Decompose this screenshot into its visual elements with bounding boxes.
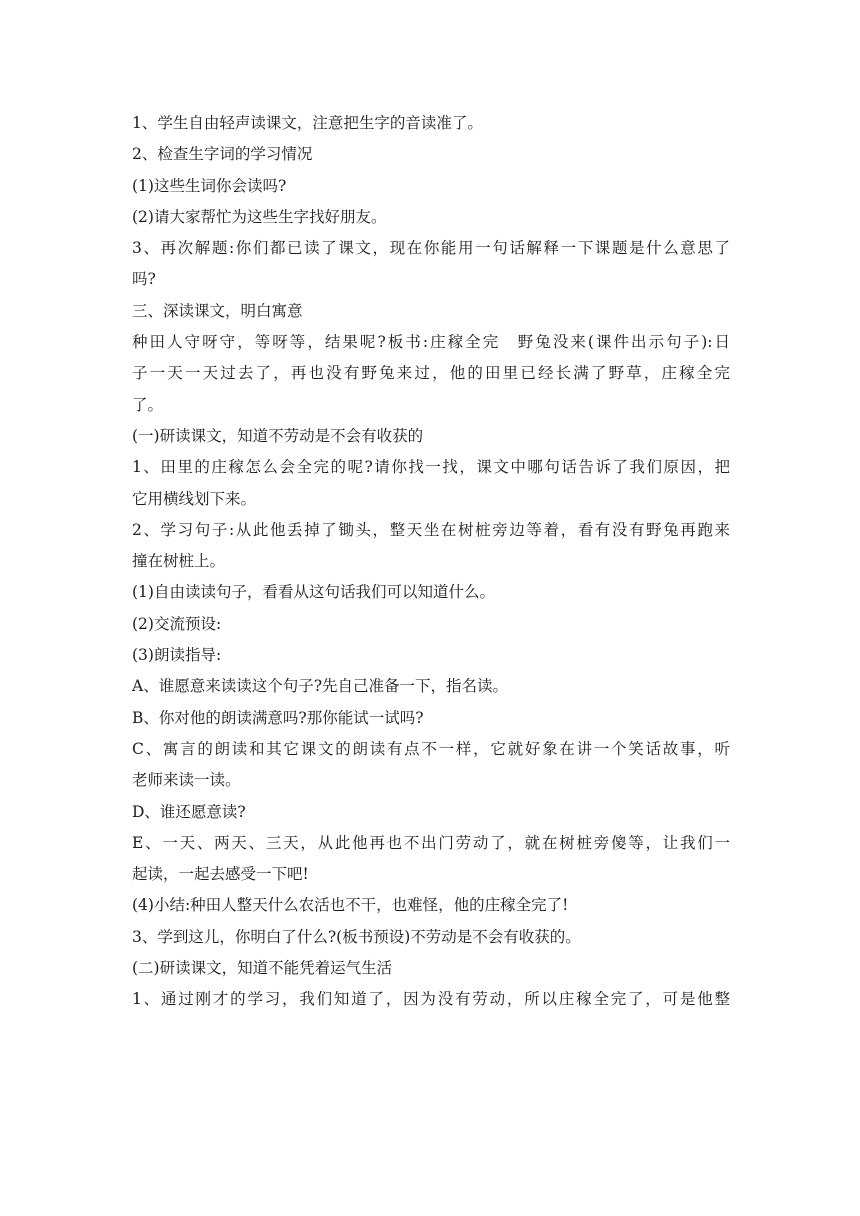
text-line: 3、再次解题:你们都已读了课文，现在你能用一句话解释一下课题是什么意思了 xyxy=(132,239,730,258)
text-line: 三、深读课文，明白寓意 xyxy=(132,301,303,320)
text-line: 子一天一天过去了，再也没有野兔来过，他的田里已经长满了野草，庄稼全完 xyxy=(132,364,730,383)
text-line: 1、学生自由轻声读课文，注意把生字的音读准了。 xyxy=(132,114,483,132)
text-line: 撞在树桩上。 xyxy=(132,552,226,571)
text-line: (二)研读课文，知道不能凭着运气生活 xyxy=(132,959,393,978)
text-line: E、一天、两天、三天，从此他再也不出门劳动了，就在树桩旁傻等，让我们一 xyxy=(132,833,730,852)
text-line: B、你对他的朗读满意吗?那你能试一试吗? xyxy=(132,708,424,727)
text-line: 它用横线划下来。 xyxy=(132,489,257,508)
text-line: 了。 xyxy=(132,395,164,414)
text-line: C、寓言的朗读和其它课文的朗读有点不一样，它就好象在讲一个笑话故事，听 xyxy=(132,739,730,758)
text-line: 3、学到这儿，你明白了什么?(板书预设)不劳动是不会有收获的。 xyxy=(132,927,581,946)
text-line: (3)朗读指导: xyxy=(132,646,222,665)
text-line: 种田人守呀守，等呀等，结果呢?板书:庄稼全完 野兔没来(课件出示句子):日 xyxy=(132,333,730,352)
text-line: 1、田里的庄稼怎么会全完的呢?请你找一找，课文中哪句话告诉了我们原因，把 xyxy=(132,458,730,477)
text-line: 吗? xyxy=(132,270,156,289)
text-line: (1)这些生词你会读吗? xyxy=(132,176,287,195)
text-line: A、谁愿意来读读这个句子?先自己准备一下，指名读。 xyxy=(132,677,509,696)
text-line: (1)自由读读句子，看看从这句话我们可以知道什么。 xyxy=(132,583,495,602)
text-line: 1、通过刚才的学习，我们知道了，因为没有劳动，所以庄稼全完了，可是他整 xyxy=(132,990,730,1009)
text-line: (2)请大家帮忙为这些生字找好朋友。 xyxy=(132,207,387,226)
text-line: 2、检查生字词的学习情况 xyxy=(132,145,313,164)
text-line: D、谁还愿意读? xyxy=(132,802,246,821)
text-line: (一)研读课文，知道不劳动是不会有收获的 xyxy=(132,426,424,445)
text-line: 起读，一起去感受一下吧! xyxy=(132,865,309,884)
text-line: 老师来读一读。 xyxy=(132,771,241,790)
text-line: (2)交流预设: xyxy=(132,614,222,633)
text-line: (4)小结:种田人整天什么农活也不干，也难怪，他的庄稼全完了! xyxy=(132,896,569,915)
document-body xyxy=(132,108,730,1016)
text-line: 2、学习句子:从此他丢掉了锄头，整天坐在树桩旁边等着，看有没有野兔再跑来 xyxy=(132,520,730,539)
